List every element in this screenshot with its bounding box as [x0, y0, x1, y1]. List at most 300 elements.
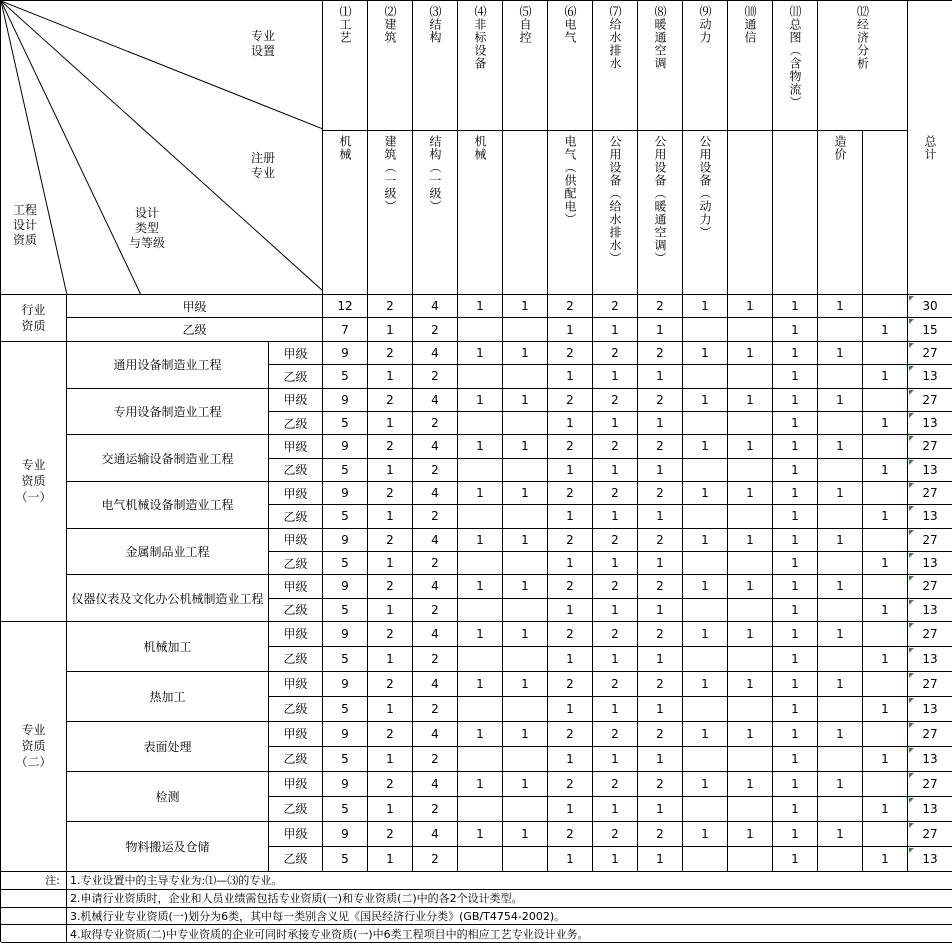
sq2-type2-yi-col-9	[683, 697, 728, 722]
cell-value: 1	[656, 462, 664, 477]
registered-specialty-2	[368, 131, 413, 295]
sq2-type1-yi-col-3	[413, 647, 458, 672]
cell-value: 1	[746, 726, 754, 741]
sq1-type2-yi-col-8	[638, 412, 683, 435]
cell-marker-icon	[909, 413, 914, 418]
sq2-type1-yi-col-12	[818, 647, 863, 672]
sq1-type3-jia-col-1	[323, 435, 368, 458]
sq2-type3-jia-col-3	[413, 722, 458, 747]
cell-value: 2	[611, 826, 619, 841]
cell-value: 2	[431, 701, 439, 716]
cell-value: 13	[922, 556, 938, 571]
notes-label: 注:	[1, 872, 67, 890]
sq1-type5-jia-col-13	[863, 529, 908, 552]
sq1-type1-jia-col-4	[458, 342, 503, 365]
cell-value: 1	[836, 486, 844, 501]
industry-yi-col-3	[413, 318, 458, 341]
cell-value: 1	[791, 369, 799, 384]
cell-value: 1	[476, 776, 484, 791]
registered-label: 电气（供配电）	[563, 135, 577, 226]
total-label: 总计	[923, 134, 937, 161]
cell-value: 1	[656, 322, 664, 337]
cell-marker-icon	[909, 848, 914, 853]
cell-value: 5	[341, 369, 349, 384]
sq2-type2-yi-col-1	[323, 697, 368, 722]
cell-value: 5	[341, 701, 349, 716]
cell-value: 1	[656, 651, 664, 666]
cell-value: 1	[836, 392, 844, 407]
cell-value: 1	[611, 556, 619, 571]
registered-label: 造价	[833, 135, 847, 161]
industry-jia-col-3	[413, 295, 458, 318]
sq1-type3-jia-col-6	[548, 435, 593, 458]
cell-value: 5	[341, 751, 349, 766]
cell-value: 1	[791, 579, 799, 594]
cell-value: 27	[922, 346, 938, 361]
sq1-type4-yi-col-7	[593, 505, 638, 528]
sq1-type3-jia-col-13	[863, 435, 908, 458]
registered-label: 建筑（一级）	[383, 135, 397, 213]
grade-jia: 甲级	[269, 529, 323, 552]
sq2-type3-yi-col-13	[863, 747, 908, 772]
sq1-type5-yi-col-3	[413, 552, 458, 575]
cell-value: 27	[922, 532, 938, 547]
cell-value: 1	[791, 651, 799, 666]
cell-value: 5	[341, 651, 349, 666]
corner-top-label: 专业 设置	[251, 29, 276, 58]
sq1-type5-jia-col-2	[368, 529, 413, 552]
sq1-type1-yi-col-5	[503, 365, 548, 388]
cell-value: 9	[341, 532, 349, 547]
registered-label: 公用设备（暖通空调）	[653, 135, 667, 265]
cell-marker-icon	[909, 296, 914, 301]
sq2-type1-jia-col-8	[638, 622, 683, 647]
sq1-type3-yi-col-1	[323, 459, 368, 482]
grade-yi: 乙级	[269, 797, 323, 822]
cell-value: 9	[341, 826, 349, 841]
sq2-type3-yi-col-2	[368, 747, 413, 772]
cell-value: 1	[566, 556, 574, 571]
cell-value: 1	[476, 676, 484, 691]
cell-value: 2	[386, 486, 394, 501]
cell-value: 9	[341, 676, 349, 691]
sq1-type2-yi-col-2	[368, 412, 413, 435]
cell-value: 1	[791, 701, 799, 716]
cell-value: 2	[611, 532, 619, 547]
cell-value: 2	[566, 626, 574, 641]
sq2-type2-yi-col-13	[863, 697, 908, 722]
sq1-type6-jia-col-5	[503, 575, 548, 598]
cell-value: 1	[701, 299, 709, 314]
design-type-2-2: 热加工	[67, 672, 269, 722]
registered-specialty-10	[728, 131, 773, 295]
sq1-type3-yi-col-12	[818, 459, 863, 482]
cell-marker-icon	[909, 723, 914, 728]
cell-value: 1	[701, 726, 709, 741]
cell-value: 2	[656, 776, 664, 791]
sq2-type3-jia-col-5	[503, 722, 548, 747]
cell-value: 2	[656, 532, 664, 547]
specialty-label: ⑼动力	[698, 5, 712, 44]
sq2-type1-jia-col-14	[908, 622, 952, 647]
cell-value: 9	[341, 579, 349, 594]
specialty-label: ⑾总图（含物流）	[788, 5, 802, 109]
sq2-type5-yi-col-8	[638, 847, 683, 872]
sq1-type2-yi-col-1	[323, 412, 368, 435]
industry-jia-col-6	[548, 295, 593, 318]
cell-value: 1	[386, 701, 394, 716]
industry-grade-jia: 甲级	[67, 295, 323, 318]
cell-value: 2	[431, 751, 439, 766]
sq1-type5-yi-col-12	[818, 552, 863, 575]
cell-value: 13	[922, 462, 938, 477]
cell-value: 1	[611, 751, 619, 766]
sq1-type5-jia-col-1	[323, 529, 368, 552]
sq2-type4-jia-col-2	[368, 772, 413, 797]
cell-value: 5	[341, 556, 349, 571]
sq1-type2-jia-col-5	[503, 389, 548, 412]
sq1-type5-yi-col-13	[863, 552, 908, 575]
sq1-type5-yi-col-6	[548, 552, 593, 575]
sq2-type1-yi-col-1	[323, 647, 368, 672]
industry-yi-col-2	[368, 318, 413, 341]
sq1-type5-yi-col-7	[593, 552, 638, 575]
cell-value: 2	[566, 439, 574, 454]
industry-jia-col-8	[638, 295, 683, 318]
cell-value: 1	[521, 346, 529, 361]
cell-marker-icon	[909, 600, 914, 605]
sq2-type4-yi-col-3	[413, 797, 458, 822]
sq2-type4-jia-col-4	[458, 772, 503, 797]
sq1-type6-yi-col-1	[323, 599, 368, 622]
cell-value: 2	[611, 579, 619, 594]
sq1-type2-jia-col-12	[818, 389, 863, 412]
cell-marker-icon	[909, 343, 914, 348]
cell-value: 1	[611, 416, 619, 431]
sq1-type4-jia-col-9	[683, 482, 728, 505]
cell-value: 2	[386, 776, 394, 791]
industry-yi-col-1	[323, 318, 368, 341]
sq1-type3-jia-col-2	[368, 435, 413, 458]
registered-specialty-7	[593, 131, 638, 295]
cell-value: 2	[386, 626, 394, 641]
industry-jia-col-12	[818, 295, 863, 318]
cell-value: 27	[922, 392, 938, 407]
registered-label: 结构（一级）	[428, 135, 442, 213]
sq1-type4-yi-col-5	[503, 505, 548, 528]
cell-value: 27	[922, 726, 938, 741]
cell-value: 1	[476, 439, 484, 454]
cell-value: 1	[611, 369, 619, 384]
cell-value: 1	[701, 579, 709, 594]
cell-value: 1	[521, 486, 529, 501]
sq2-type3-jia-col-1	[323, 722, 368, 747]
design-type-2-3: 表面处理	[67, 722, 269, 772]
sq2-type4-yi-col-2	[368, 797, 413, 822]
cell-value: 1	[881, 801, 889, 816]
sq1-type2-jia-col-11	[773, 389, 818, 412]
sq1-type3-jia-col-11	[773, 435, 818, 458]
sq2-type4-yi-col-11	[773, 797, 818, 822]
sq2-type5-yi-col-2	[368, 847, 413, 872]
cell-value: 1	[701, 439, 709, 454]
registered-specialty-5	[503, 131, 548, 295]
cell-value: 1	[521, 626, 529, 641]
sq2-type3-yi-col-12	[818, 747, 863, 772]
cell-value: 1	[746, 532, 754, 547]
notes-label-spacer	[1, 908, 67, 926]
cell-marker-icon	[909, 506, 914, 511]
sq1-type5-jia-col-12	[818, 529, 863, 552]
cell-value: 1	[476, 392, 484, 407]
sq1-type3-jia-col-9	[683, 435, 728, 458]
sq2-type2-yi-col-3	[413, 697, 458, 722]
cell-value: 2	[611, 676, 619, 691]
cell-value: 27	[922, 579, 938, 594]
sq2-type5-yi-col-5	[503, 847, 548, 872]
cell-value: 2	[656, 626, 664, 641]
cell-value: 1	[701, 826, 709, 841]
specialty-header-5	[503, 1, 548, 131]
sq2-type4-yi-col-12	[818, 797, 863, 822]
cell-value: 1	[611, 509, 619, 524]
sq2-type4-jia-col-8	[638, 772, 683, 797]
sq1-type6-yi-col-14	[908, 599, 952, 622]
sq1-type2-jia-col-10	[728, 389, 773, 412]
design-type-4: 电气机械设备制造业工程	[67, 482, 269, 529]
cell-value: 9	[341, 346, 349, 361]
cell-value: 1	[611, 851, 619, 866]
sq2-type3-jia-col-8	[638, 722, 683, 747]
sq1-type5-jia-col-7	[593, 529, 638, 552]
cell-value: 1	[791, 751, 799, 766]
cell-value: 9	[341, 726, 349, 741]
cell-value: 1	[521, 392, 529, 407]
sq1-type3-yi-col-6	[548, 459, 593, 482]
cell-value: 1	[791, 676, 799, 691]
sq1-type5-jia-col-3	[413, 529, 458, 552]
sq1-type6-yi-col-5	[503, 599, 548, 622]
cell-marker-icon	[909, 553, 914, 558]
cell-value: 1	[611, 701, 619, 716]
cell-marker-icon	[909, 319, 914, 324]
registered-specialty-6	[548, 131, 593, 295]
sq1-type1-yi-col-3	[413, 365, 458, 388]
sq1-type1-yi-col-2	[368, 365, 413, 388]
sq1-type2-jia-col-8	[638, 389, 683, 412]
sq2-type1-yi-col-8	[638, 647, 683, 672]
specialty-header-11	[773, 1, 818, 131]
cell-value: 27	[922, 626, 938, 641]
sq2-type4-jia-col-1	[323, 772, 368, 797]
design-type-3: 交通运输设备制造业工程	[67, 435, 269, 482]
grade-yi: 乙级	[269, 847, 323, 872]
sq1-type1-yi-col-4	[458, 365, 503, 388]
cell-value: 1	[611, 462, 619, 477]
sq2-type5-yi-col-9	[683, 847, 728, 872]
sq2-type4-jia-col-3	[413, 772, 458, 797]
cell-value: 1	[791, 299, 799, 314]
note-item-2: 2.申请行业资质时，企业和人员业绩需包括专业资质(一)和专业资质(二)中的各2个设计类型。	[67, 890, 952, 908]
industry-yi-col-12	[818, 318, 863, 341]
cell-value: 1	[746, 676, 754, 691]
industry-grade-yi: 乙级	[67, 318, 323, 341]
sq2-type5-jia-col-2	[368, 822, 413, 847]
grade-jia: 甲级	[269, 482, 323, 505]
cell-value: 2	[611, 346, 619, 361]
sq1-type4-yi-col-12	[818, 505, 863, 528]
cell-value: 1	[566, 602, 574, 617]
sq1-type4-jia-col-5	[503, 482, 548, 505]
sq1-type4-jia-col-14	[908, 482, 952, 505]
cell-value: 1	[386, 651, 394, 666]
sq1-type1-yi-col-12	[818, 365, 863, 388]
cell-value: 2	[611, 486, 619, 501]
sq2-type5-jia-col-6	[548, 822, 593, 847]
sq2-type3-yi-col-7	[593, 747, 638, 772]
sq1-type1-yi-col-8	[638, 365, 683, 388]
cell-value: 2	[566, 532, 574, 547]
cell-value: 1	[386, 801, 394, 816]
registered-specialty-8	[638, 131, 683, 295]
sq1-type2-jia-col-9	[683, 389, 728, 412]
sq1-type4-yi-col-2	[368, 505, 413, 528]
sq2-type3-jia-col-12	[818, 722, 863, 747]
sq2-type2-yi-col-6	[548, 697, 593, 722]
cell-value: 1	[791, 322, 799, 337]
sq1-type3-jia-col-3	[413, 435, 458, 458]
cell-marker-icon	[909, 576, 914, 581]
specialty-label: ⑷非标设备	[473, 5, 487, 70]
sq2-type2-jia-col-8	[638, 672, 683, 697]
cell-value: 2	[386, 579, 394, 594]
cell-value: 1	[566, 701, 574, 716]
cell-value: 4	[431, 486, 439, 501]
sq2-type2-jia-col-6	[548, 672, 593, 697]
cell-value: 1	[521, 579, 529, 594]
registered-label: 公用设备（给水排水）	[608, 135, 622, 265]
industry-jia-col-9	[683, 295, 728, 318]
sq2-type2-jia-col-14	[908, 672, 952, 697]
industry-jia-col-5	[503, 295, 548, 318]
sq2-type1-jia-col-5	[503, 622, 548, 647]
cell-value: 7	[341, 322, 349, 337]
cell-value: 1	[791, 416, 799, 431]
sq2-type5-jia-col-12	[818, 822, 863, 847]
sq2-type3-yi-col-14	[908, 747, 952, 772]
cell-value: 1	[746, 826, 754, 841]
cell-value: 1	[836, 626, 844, 641]
specialty-label: ⑽通信	[743, 5, 757, 44]
registered-specialty-1	[323, 131, 368, 295]
sq1-type3-yi-col-9	[683, 459, 728, 482]
sq2-type4-yi-col-7	[593, 797, 638, 822]
sq2-type1-yi-col-10	[728, 647, 773, 672]
cell-value: 1	[746, 392, 754, 407]
sq2-type3-jia-col-4	[458, 722, 503, 747]
sq1-type4-yi-col-10	[728, 505, 773, 528]
cell-value: 1	[881, 651, 889, 666]
cell-value: 15	[922, 322, 938, 337]
cell-value: 4	[431, 676, 439, 691]
notes-label-spacer	[1, 890, 67, 908]
sq2-type2-jia-col-5	[503, 672, 548, 697]
specialty-qualification-2-label: 专业 资质 （二）	[1, 622, 67, 872]
cell-value: 13	[922, 751, 938, 766]
note-item-1: 1.专业设置中的主导专业为:⑴—⑶的专业。	[67, 872, 952, 890]
design-type-5: 金属制品业工程	[67, 529, 269, 576]
sq1-type5-yi-col-9	[683, 552, 728, 575]
cell-value: 1	[791, 602, 799, 617]
cell-value: 1	[791, 626, 799, 641]
sq1-type4-yi-col-6	[548, 505, 593, 528]
sq2-type5-yi-col-14	[908, 847, 952, 872]
sq2-type3-jia-col-6	[548, 722, 593, 747]
industry-jia-col-1	[323, 295, 368, 318]
sq2-type3-yi-col-10	[728, 747, 773, 772]
sq1-type3-yi-col-10	[728, 459, 773, 482]
industry-qualification-label: 行业 资质	[1, 295, 67, 342]
cell-value: 2	[656, 439, 664, 454]
sq2-type4-jia-col-6	[548, 772, 593, 797]
sq1-type1-jia-col-2	[368, 342, 413, 365]
cell-value: 1	[881, 556, 889, 571]
industry-yi-col-7	[593, 318, 638, 341]
sq1-type2-jia-col-2	[368, 389, 413, 412]
sq1-type1-jia-col-12	[818, 342, 863, 365]
cell-value: 4	[431, 439, 439, 454]
sq1-type4-yi-col-13	[863, 505, 908, 528]
sq1-type6-yi-col-6	[548, 599, 593, 622]
cell-value: 2	[611, 299, 619, 314]
cell-value: 1	[836, 776, 844, 791]
sq2-type4-yi-col-6	[548, 797, 593, 822]
cell-value: 2	[656, 826, 664, 841]
sq1-type3-jia-col-7	[593, 435, 638, 458]
sq2-type5-yi-col-7	[593, 847, 638, 872]
cell-value: 2	[656, 676, 664, 691]
sq2-type1-yi-col-5	[503, 647, 548, 672]
sq2-type2-jia-col-1	[323, 672, 368, 697]
cell-value: 1	[701, 776, 709, 791]
sq1-type6-jia-col-2	[368, 575, 413, 598]
sq2-type1-yi-col-2	[368, 647, 413, 672]
cell-value: 1	[656, 369, 664, 384]
cell-value: 1	[386, 462, 394, 477]
cell-value: 2	[386, 392, 394, 407]
cell-value: 13	[922, 369, 938, 384]
cell-value: 1	[566, 322, 574, 337]
sq1-type3-jia-col-5	[503, 435, 548, 458]
registered-label: 机械	[338, 135, 352, 161]
sq2-type2-yi-col-4	[458, 697, 503, 722]
cell-value: 1	[701, 626, 709, 641]
sq2-type5-yi-col-3	[413, 847, 458, 872]
sq1-type2-yi-col-4	[458, 412, 503, 435]
cell-value: 1	[881, 322, 889, 337]
sq1-type1-yi-col-9	[683, 365, 728, 388]
sq2-type2-yi-col-8	[638, 697, 683, 722]
cell-value: 1	[566, 651, 574, 666]
cell-value: 1	[386, 602, 394, 617]
industry-jia-col-2	[368, 295, 413, 318]
grade-yi: 乙级	[269, 747, 323, 772]
sq2-type3-jia-col-14	[908, 722, 952, 747]
sq2-type3-yi-col-9	[683, 747, 728, 772]
cell-value: 27	[922, 486, 938, 501]
sq1-type2-jia-col-4	[458, 389, 503, 412]
sq1-type3-yi-col-3	[413, 459, 458, 482]
